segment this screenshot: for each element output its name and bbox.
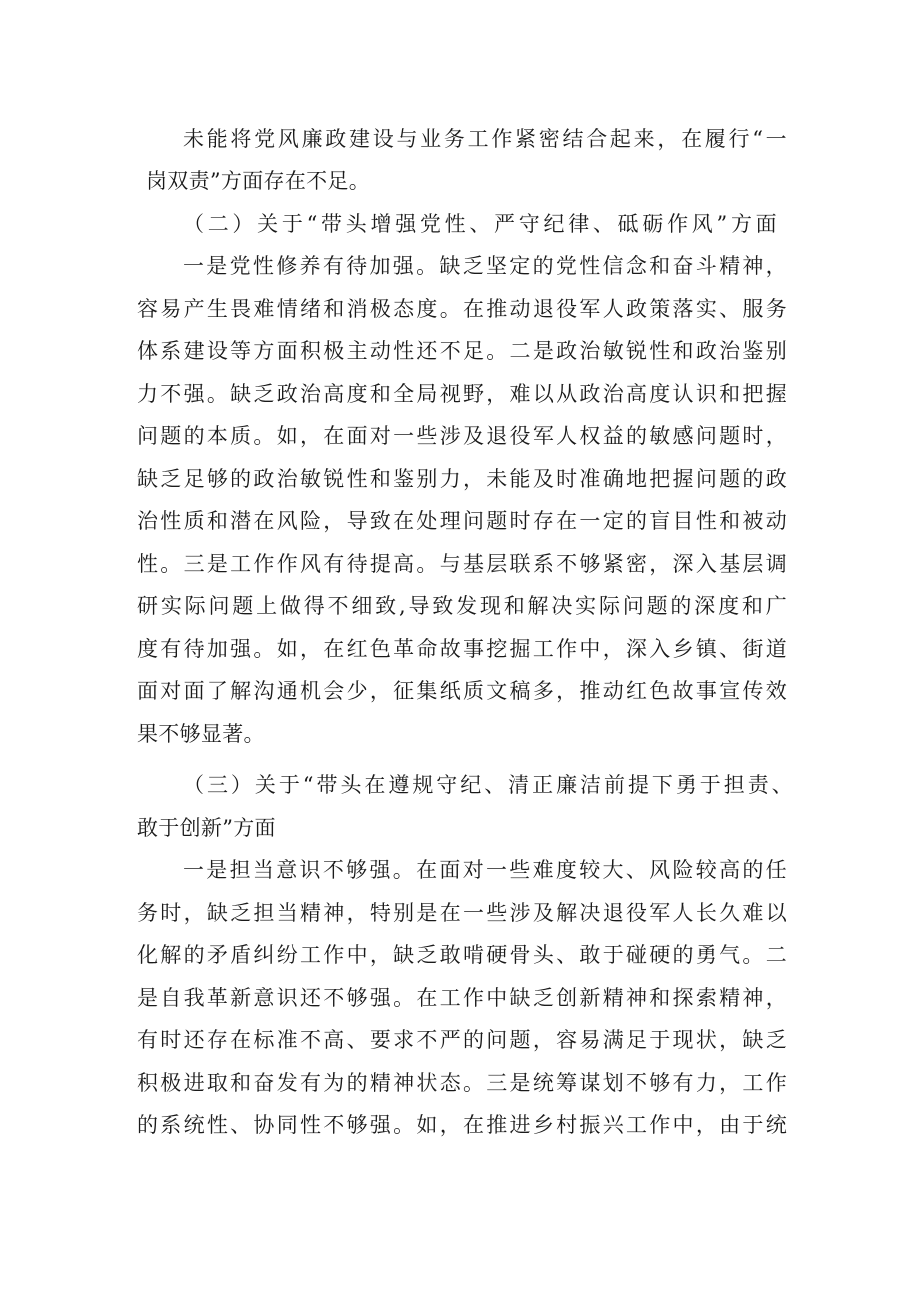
text-line: 度有待加强。如，在红色革命故事挖掘工作中，深入乡镇、街道 [137,637,787,661]
text-line: 一是党性修养有待加强。缺乏坚定的党性信念和奋斗精神， [183,254,787,278]
text-line: 是自我革新意识还不够强。在工作中缺乏创新精神和探索精神， [137,986,787,1010]
text-line: 性。三是工作作风有待提高。与基层联系不够紧密，深入基层调 [137,552,787,576]
section-heading-2: （二）关于“带头增强党性、严守纪律、砥砺作风”方面 [183,212,777,236]
text-line: 积极进取和奋发有为的精神状态。三是统筹谋划不够有力，工作 [137,1071,787,1095]
text-line: 研实际问题上做得不细致,导致发现和解决实际问题的深度和广 [137,594,787,618]
text-line: 缺乏足够的政治敏锐性和鉴别力，未能及时准确地把握问题的政 [137,467,787,491]
text-line: 岗双责”方面存在不足。 [146,169,371,193]
section-heading-3-cont: 敢于创新”方面 [137,816,276,840]
section-heading-3: （三）关于“带头在遵规守纪、清正廉洁前提下勇于担责、 [183,773,793,797]
text-line: 化解的矛盾纠纷工作中，缺乏敢啃硬骨头、敢于碰硬的勇气。二 [137,943,787,967]
text-line: 容易产生畏难情绪和消极态度。在推动退役军人政策落实、服务 [137,297,787,321]
text-line: 果不够显著。 [137,722,265,746]
text-line: 的系统性、协同性不够强。如，在推进乡村振兴工作中，由于统 [137,1113,787,1137]
text-line: 有时还存在标准不高、要求不严的问题，容易满足于现状，缺乏 [137,1028,787,1052]
text-line: 面对面了解沟通机会少，征集纸质文稿多，推动红色故事宣传效 [137,679,787,703]
text-line: 力不强。缺乏政治高度和全局视野，难以从政治高度认识和把握 [137,382,787,406]
text-line: 问题的本质。如，在面对一些涉及退役军人权益的敏感问题时， [137,424,787,448]
text-line: 一是担当意识不够强。在面对一些难度较大、风险较高的任 [183,858,787,882]
text-line: 务时，缺乏担当精神，特别是在一些涉及解决退役军人长久难以 [137,901,787,925]
text-line: 未能将党风廉政建设与业务工作紧密结合起来，在履行“一 [183,127,787,151]
text-line: 体系建设等方面积极主动性还不足。二是政治敏锐性和政治鉴别 [137,339,787,363]
text-line: 治性质和潜在风险，导致在处理问题时存在一定的盲目性和被动 [137,509,787,533]
